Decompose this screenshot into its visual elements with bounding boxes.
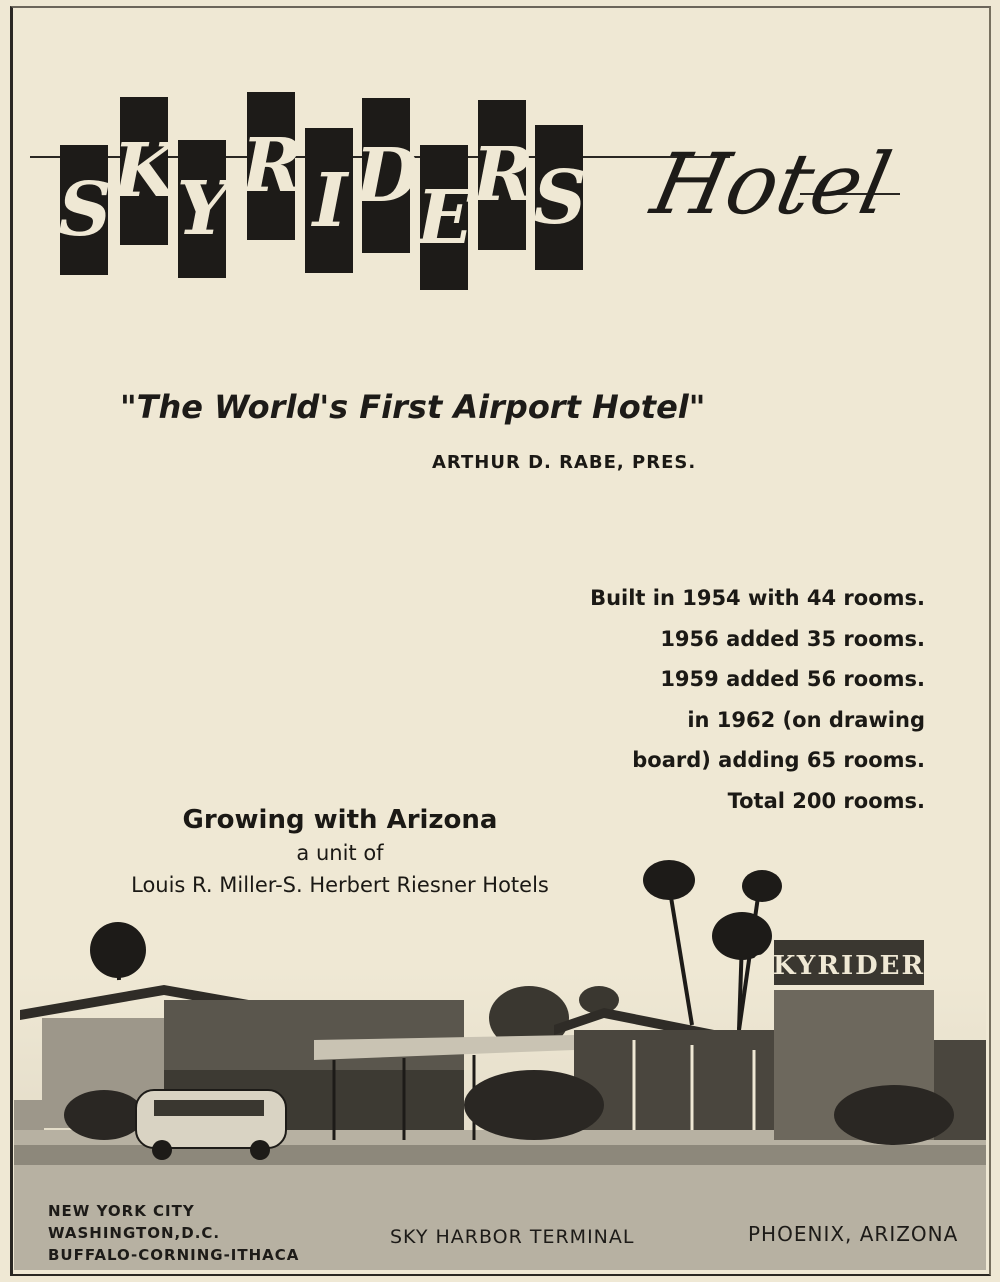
logo-letter: S — [58, 167, 110, 253]
shrub-icon — [64, 1090, 144, 1140]
car-icon — [14, 1100, 44, 1130]
room-history-line: 1956 added 35 rooms. — [660, 626, 925, 651]
room-history-line: in 1962 (on drawing — [687, 707, 925, 732]
president-credit: ARTHUR D. RABE, PRES. — [432, 452, 697, 473]
logo-letter-tile — [112, 97, 176, 245]
city-item: WASHINGTON,D.C. — [48, 1224, 221, 1242]
city-list — [48, 1200, 348, 1266]
room-history-line: Total 200 rooms. — [727, 788, 925, 813]
logo-letter: R — [472, 132, 532, 218]
location-label: PHOENIX, ARIZONA — [748, 1222, 959, 1246]
hotel-script-word: Hotel — [644, 135, 900, 233]
city-item: BUFFALO-CORNING-ITHACA — [48, 1246, 300, 1264]
rooftop-sign-text: SKYRIDERS — [752, 951, 946, 981]
logo-letter: D — [354, 132, 418, 219]
city-item: NEW YORK CITY — [48, 1202, 195, 1220]
tagline: "The World's First Airport Hotel" — [120, 388, 706, 426]
shrub-icon — [834, 1085, 954, 1145]
terminal-label: SKY HARBOR TERMINAL — [390, 1226, 635, 1248]
logo-letter: K — [112, 128, 176, 214]
unit-of-line: a unit of — [296, 841, 384, 865]
room-history-line: 1959 added 56 rooms. — [660, 667, 925, 691]
shrub-icon — [464, 1070, 604, 1140]
logo-letter: R — [241, 123, 301, 209]
logo-letter: E — [416, 174, 472, 261]
owners-line: Louis R. Miller-S. Herbert Riesner Hotels — [131, 873, 549, 897]
logo-letter-tile — [472, 100, 532, 250]
logo-letter: S — [533, 154, 585, 241]
logo-letter-tile — [354, 98, 418, 253]
logo-letter-tile — [60, 145, 108, 275]
growing-block — [60, 805, 620, 905]
growing-title: Growing with Arizona — [182, 805, 498, 835]
logo-letter-tile — [305, 128, 353, 273]
logo-letter-tile — [535, 125, 583, 270]
logo-letter-tile — [416, 145, 472, 290]
room-history-line: board) adding 65 rooms. — [632, 748, 925, 772]
logo-letter: Y — [176, 166, 228, 252]
room-history — [540, 578, 925, 821]
logo-letter-tile — [178, 140, 226, 278]
logo-letter-tile — [241, 92, 301, 240]
logo-letter: I — [312, 157, 346, 244]
room-history-line: Built in 1954 with 44 rooms. — [590, 586, 925, 610]
